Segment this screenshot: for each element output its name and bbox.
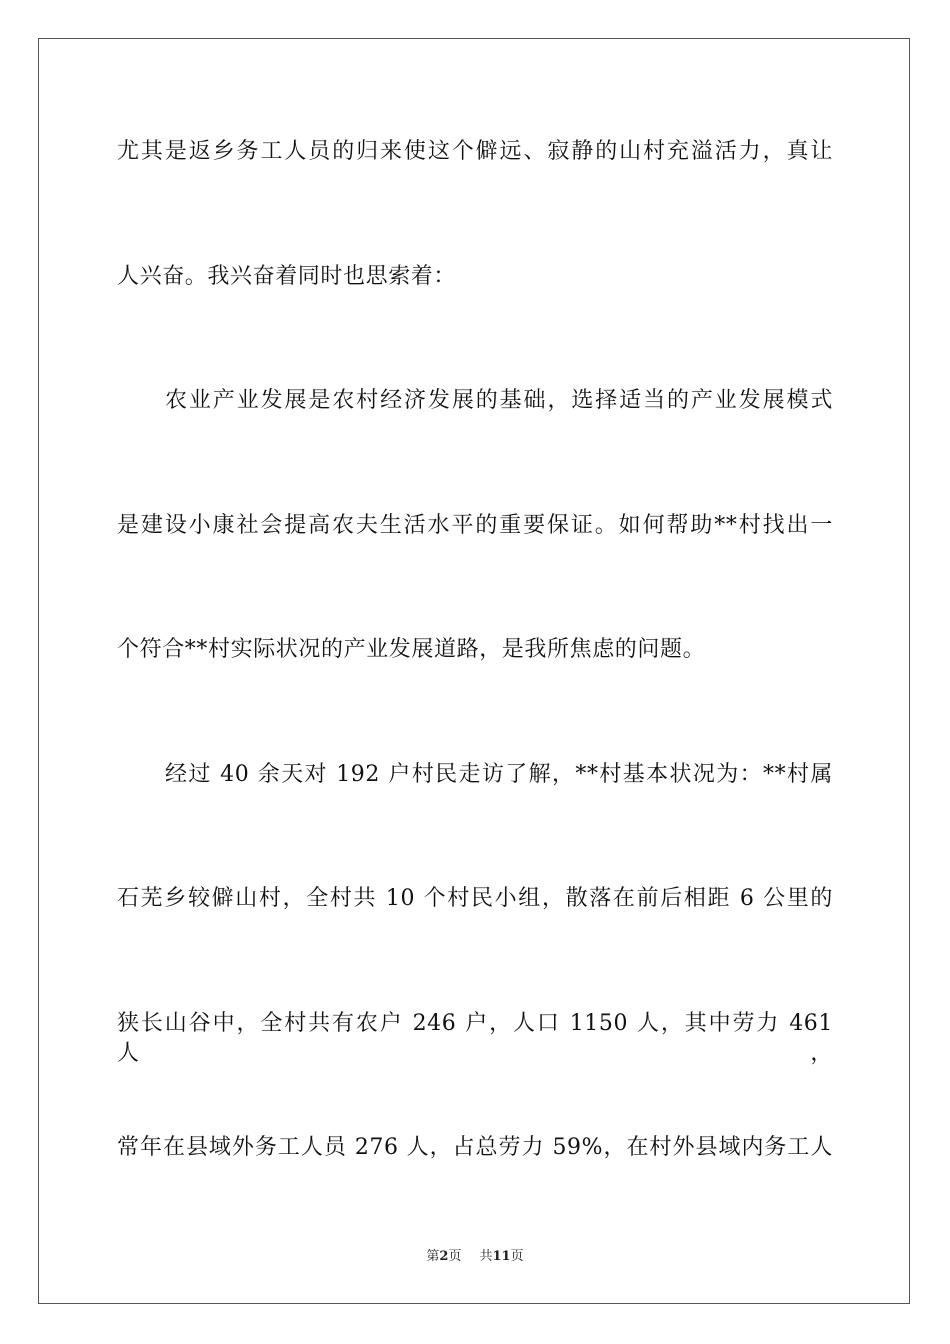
text-line: 农业产业发展是农村经济发展的基础，选择适当的产业发展模式: [165, 388, 833, 413]
total-pages: 11: [492, 1249, 511, 1264]
text-line: 人兴奋。我兴奋着同时也思索着：: [117, 264, 457, 289]
text-line: 常年在县域外务工人员 276 人，占总劳力 59%，在村外县域内务工人: [117, 1135, 833, 1160]
text-line: 狭长山谷中，全村共有农户 246 户，人口 1150 人，其中劳力 461 人，: [117, 1011, 833, 1066]
page-frame: [38, 38, 910, 1304]
text-line: 经过 40 余天对 192 户村民走访了解，**村基本状况为：**村属: [165, 762, 833, 787]
page-prefix: 第: [426, 1249, 440, 1264]
text-line: 尤其是返乡务工人员的归来使这个僻远、寂静的山村充溢活力，真让: [117, 139, 833, 164]
text-line: 个符合**村实际状况的产业发展道路，是我所焦虑的问题。: [117, 637, 706, 662]
total-suffix: 页: [510, 1249, 524, 1264]
text-line: 石芜乡较僻山村，全村共 10 个村民小组，散落在前后相距 6 公里的: [117, 886, 833, 911]
page-footer: [0, 1248, 950, 1266]
total-prefix: 共: [479, 1249, 493, 1264]
page-number: 2: [439, 1249, 449, 1264]
text-line: 是建设小康社会提高农夫生活水平的重要保证。如何帮助**村找出一: [117, 513, 833, 538]
page-suffix: 页: [448, 1249, 462, 1264]
